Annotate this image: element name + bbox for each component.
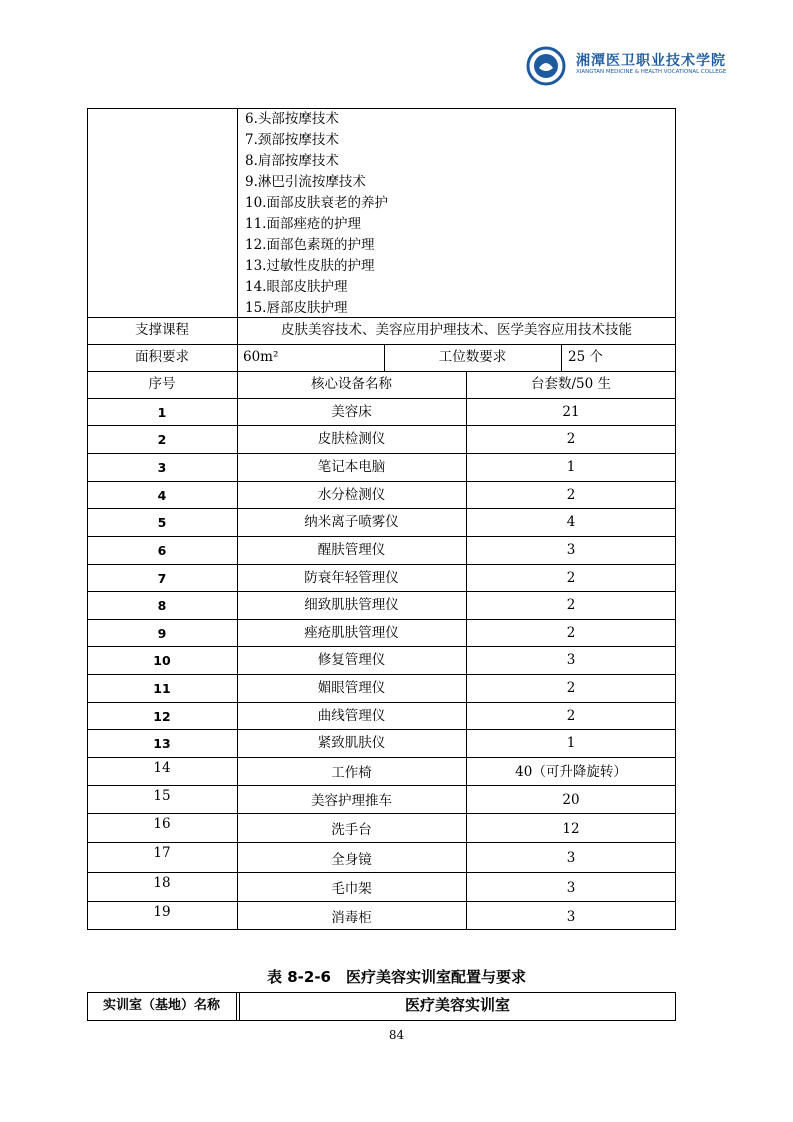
equipment-no: 4	[157, 487, 167, 503]
stations-value: 25 个	[568, 349, 603, 365]
support-course-value: 皮肤美容技术、美容应用护理技术、医学美容应用技术技能	[281, 322, 632, 338]
area-value: 60m²	[243, 349, 279, 365]
equipment-no: 1	[157, 404, 167, 420]
equipment-name: 痤疮肌肤管理仪	[304, 624, 399, 641]
equipment-no: 19	[153, 904, 171, 920]
table-caption: 表 8-2-6 医疗美容实训室配置与要求	[267, 968, 526, 986]
equipment-name: 毛巾架	[331, 881, 372, 897]
equipment-no: 3	[157, 460, 167, 475]
content-item: 14.眼部皮肤护理	[245, 279, 348, 295]
equipment-name: 醒肤管理仪	[317, 542, 386, 558]
equipment-qty: 2	[566, 431, 576, 447]
area-label: 面积要求	[135, 349, 189, 365]
logo-text-en: XIANGTAN MEDICINE & HEALTH VOCATIONAL COLLEGE	[576, 69, 727, 75]
equipment-qty: 3	[566, 542, 576, 558]
equipment-qty: 3	[566, 908, 576, 925]
support-course-label: 支撑课程	[135, 322, 189, 338]
equipment-name: 洗手台	[331, 822, 372, 838]
equipment-name: 消毒柜	[331, 910, 372, 926]
equipment-no: 15	[153, 788, 171, 804]
equipment-no: 18	[153, 875, 171, 891]
equipment-qty: 12	[562, 820, 580, 837]
equipment-no: 10	[153, 653, 171, 668]
content-item: 9.淋巴引流按摩技术	[245, 174, 366, 190]
equipment-name: 美容床	[331, 403, 372, 420]
equipment-name: 水分检测仪	[317, 486, 386, 503]
equipment-qty: 20	[562, 792, 580, 808]
equipment-no: 8	[157, 598, 167, 613]
equipment-name: 笔记本电脑	[317, 459, 386, 475]
equipment-name: 工作椅	[331, 765, 372, 781]
college-seal-icon	[526, 46, 570, 86]
equipment-name: 曲线管理仪	[317, 707, 386, 724]
equipment-qty: 2	[566, 486, 576, 503]
equipment-name: 细致肌肤管理仪	[304, 597, 399, 613]
equipment-name: 修复管理仪	[317, 652, 386, 668]
content-item: 13.过敏性皮肤的护理	[245, 258, 375, 274]
content-item: 11.面部痤疮的护理	[245, 216, 361, 232]
equipment-name: 纳米离子喷雾仪	[304, 514, 399, 530]
page-number: 84	[388, 1028, 405, 1042]
content-item: 8.肩部按摩技术	[245, 153, 339, 169]
equipment-qty: 2	[566, 569, 576, 586]
equipment-no: 14	[153, 760, 171, 776]
stations-label: 工位数要求	[438, 349, 507, 365]
equipment-qty: 4	[566, 514, 576, 530]
equipment-no: 7	[157, 570, 167, 586]
equipment-qty: 1	[566, 735, 576, 751]
equipment-name: 紧致肌肤仪	[317, 735, 386, 751]
equipment-name: 美容护理推车	[311, 793, 392, 809]
equipment-no: 12	[153, 708, 171, 724]
equipment-header-qty: 台套数/50 生	[530, 376, 612, 392]
equipment-qty: 2	[566, 680, 576, 696]
content-item: 10.面部皮肤衰老的养护	[245, 195, 388, 211]
equipment-no: 6	[157, 543, 167, 558]
next-table-label: 实训室（基地）名称	[102, 998, 220, 1013]
content-item: 15.唇部皮肤护理	[245, 300, 348, 316]
equipment-header-no: 序号	[148, 376, 176, 392]
equipment-header-name: 核心设备名称	[311, 376, 392, 392]
equipment-no: 2	[157, 432, 167, 447]
equipment-qty: 3	[566, 652, 576, 668]
equipment-name: 媚眼管理仪	[317, 680, 386, 696]
equipment-name: 全身镜	[331, 852, 372, 868]
equipment-no: 5	[157, 515, 167, 530]
equipment-qty: 2	[566, 624, 576, 641]
equipment-name: 防衰年轻管理仪	[304, 569, 399, 586]
equipment-qty: 3	[566, 879, 576, 896]
equipment-qty: 2	[566, 707, 576, 724]
equipment-no: 11	[153, 681, 171, 696]
equipment-qty: 21	[562, 403, 580, 420]
equipment-qty: 2	[566, 597, 576, 613]
equipment-qty: 40（可升降旋转）	[515, 764, 627, 780]
equipment-no: 13	[153, 736, 171, 751]
equipment-qty: 3	[566, 850, 576, 866]
content-item: 7.颈部按摩技术	[245, 132, 339, 148]
equipment-no: 9	[157, 625, 167, 641]
equipment-no: 16	[153, 816, 171, 832]
next-table-value: 医疗美容实训室	[404, 996, 510, 1014]
equipment-name: 皮肤检测仪	[317, 431, 386, 447]
equipment-no: 17	[153, 845, 171, 861]
content-item: 6.头部按摩技术	[245, 111, 339, 127]
logo-text-cn: 湘潭医卫职业技术学院	[576, 53, 726, 69]
college-logo	[526, 46, 727, 86]
content-item: 12.面部色素斑的护理	[245, 237, 375, 253]
equipment-qty: 1	[566, 459, 576, 475]
